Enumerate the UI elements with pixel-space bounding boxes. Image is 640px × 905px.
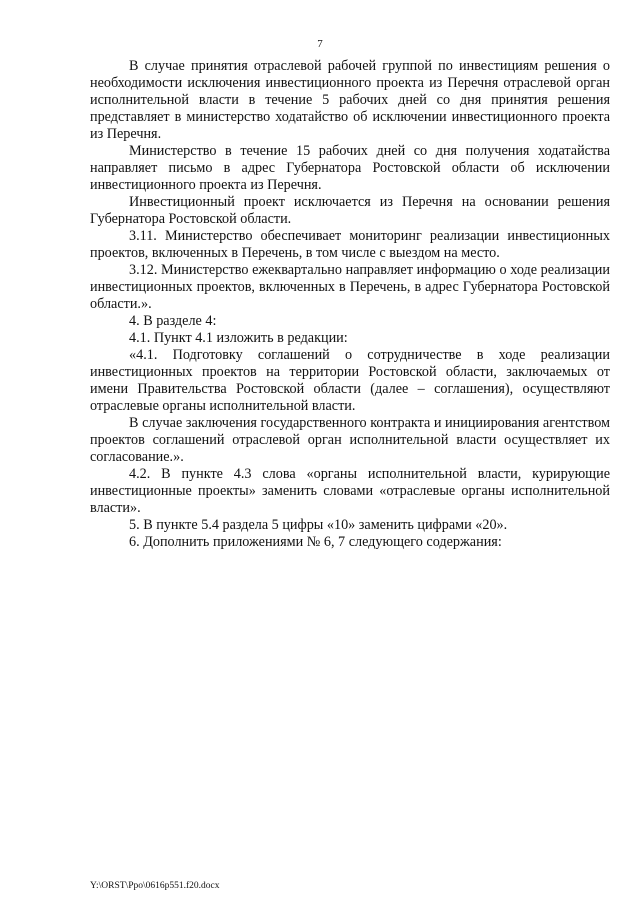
paragraph: Министерство в течение 15 рабочих дней со дня получения ходатайства направляет письмо в адрес Губернатора Ростовской области об исключении инвестиционного проекта из Перечня. — [90, 143, 610, 193]
paragraph: «4.1. Подготовку соглашений о сотрудничестве в ходе реализации инвестиционных проектов на территории Ростовской области, заключаемых от имени Правительства Ростовской области (далее – соглашения), осуществляют отраслевые органы исполнительной власти. — [90, 347, 610, 414]
footer-file-path: Y:\ORST\Ppo\0616p551.f20.docx — [90, 881, 220, 891]
paragraph: В случае заключения государственного контракта и инициирования агентством проектов соглашений отраслевой орган исполнительной власти осуществляет их согласование.». — [90, 415, 610, 465]
paragraph: 4.1. Пункт 4.1 изложить в редакции: — [129, 330, 348, 346]
paragraph: 3.11. Министерство обеспечивает мониторинг реализации инвестиционных проектов, включенных в Перечень, в том числе с выездом на место. — [90, 228, 610, 261]
paragraph: 5. В пункте 5.4 раздела 5 цифры «10» заменить цифрами «20». — [129, 517, 508, 533]
paragraph: 3.12. Министерство ежеквартально направляет информацию о ходе реализации инвестиционных проектов, включенных в Перечень, в адрес Губернатора Ростовской области.». — [90, 262, 610, 312]
paragraph: 4.2. В пункте 4.3 слова «органы исполнительной власти, курирующие инвестиционные проекты» заменить словами «отраслевые органы исполнительной власти». — [90, 466, 610, 516]
paragraph: 4. В разделе 4: — [129, 313, 217, 329]
document-body — [90, 58, 610, 551]
paragraph: 6. Дополнить приложениями № 6, 7 следующего содержания: — [129, 534, 502, 550]
page-number: 7 — [317, 38, 323, 50]
paragraph: Инвестиционный проект исключается из Перечня на основании решения Губернатора Ростовской области. — [90, 194, 610, 227]
paragraph: В случае принятия отраслевой рабочей группой по инвестициям решения о необходимости исключения инвестиционного проекта из Перечня отраслевой орган исполнительной власти в течение 5 рабочих дней со дня принятия решения представляет в министерство ходатайство об исключении инвестиционного проекта из Перечня. — [90, 58, 610, 142]
